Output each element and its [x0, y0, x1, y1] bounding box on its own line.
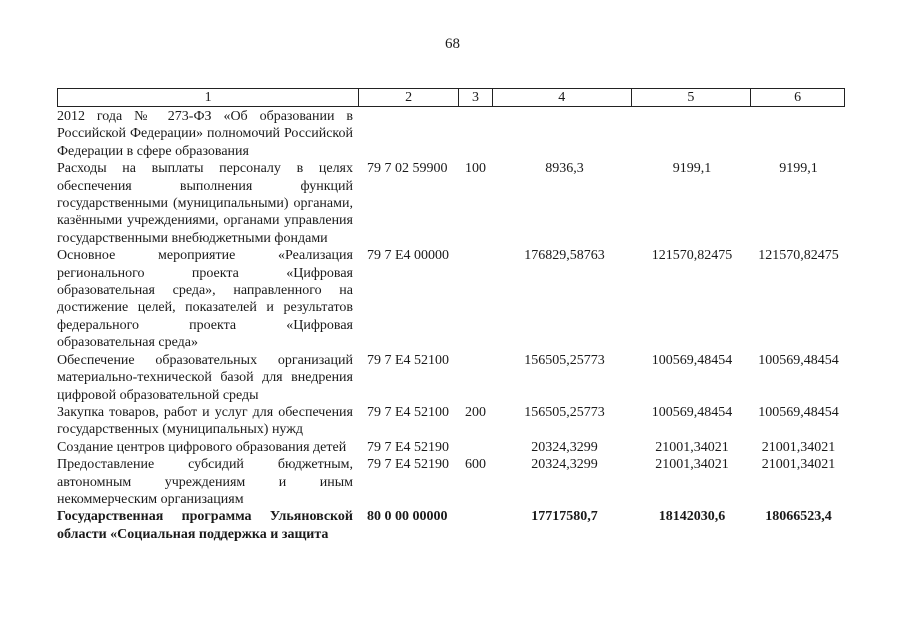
row-name: Предоставление субсидий бюджетным, автономным учреждениям и иным некоммерческим организациям: [57, 457, 353, 507]
row-value-3: 121570,82475: [758, 248, 839, 264]
table-header: [57, 88, 845, 107]
row-value-3: 21001,34021: [761, 457, 836, 473]
header-col-2: 2: [359, 89, 459, 106]
row-value-2: [632, 108, 752, 160]
row-type: 200: [465, 404, 486, 420]
row-type: [459, 108, 493, 160]
header-col-6: 6: [794, 90, 802, 105]
table-row: [57, 404, 845, 439]
table-row: [57, 456, 845, 508]
header-col-4: 4: [493, 89, 632, 106]
row-value-1: 20324,3299: [531, 439, 598, 455]
row-value-2: 9199,1: [672, 161, 712, 177]
row-value-1: 20324,3299: [531, 457, 598, 473]
row-type: 600: [465, 457, 486, 473]
page-number: 68: [445, 36, 460, 52]
row-value-1: 156505,25773: [524, 404, 605, 420]
row-name: Основное мероприятие «Реализация регионального проекта «Цифровая образовательная среда», направленного на достижение целей, показателей и результатов федерального проекта «Цифровая образовательная среда»: [57, 248, 353, 351]
row-value-2: 18142030,6: [658, 509, 726, 525]
row-value-1: 8936,3: [545, 161, 584, 177]
row-value-1: 176829,58763: [524, 248, 605, 264]
row-code: 79 7 E4 52190: [367, 457, 450, 473]
table-row-program: [57, 508, 845, 543]
row-code: 80 0 00 00000: [367, 509, 448, 525]
table-row: [57, 439, 845, 456]
row-code: 79 7 E4 52100: [367, 352, 450, 368]
row-value-1: 17717580,7: [531, 509, 598, 525]
row-value-2: 121570,82475: [651, 248, 733, 264]
row-name: Обеспечение образовательных организаций материально-технической базой для внедрения цифровой образовательной среды: [57, 352, 353, 403]
row-value-2: 21001,34021: [655, 457, 729, 473]
row-name: Закупка товаров, работ и услуг для обеспечения государственных (муниципальных) нужд: [57, 404, 353, 438]
row-code: [359, 108, 459, 160]
row-value-3: 9199,1: [779, 161, 818, 177]
row-value-3: 100569,48454: [758, 404, 839, 420]
row-code: 79 7 E4 52100: [367, 404, 450, 420]
row-value-3: 100569,48454: [758, 352, 839, 368]
row-value-1: [493, 108, 632, 160]
row-type: [459, 439, 493, 456]
header-col-5: 5: [632, 89, 752, 106]
row-value-3: 18066523,4: [765, 509, 832, 525]
row-name: Создание центров цифрового образования детей: [57, 439, 347, 455]
row-type: 100: [465, 161, 486, 177]
row-value-2: 21001,34021: [655, 439, 729, 455]
row-value-2: 100569,48454: [651, 352, 733, 368]
row-code: 79 7 E4 52190: [367, 439, 450, 455]
row-type: [459, 352, 493, 404]
table-row: [57, 108, 845, 160]
table-row: [57, 352, 845, 404]
table-row: [57, 160, 845, 247]
row-value-3: 21001,34021: [761, 439, 836, 455]
table-row: [57, 247, 845, 351]
row-code: 79 7 02 59900: [367, 161, 448, 177]
row-value-1: 156505,25773: [524, 352, 605, 368]
row-value-3: [752, 108, 845, 160]
row-value-2: 100569,48454: [651, 404, 733, 420]
row-type: [459, 508, 493, 543]
header-col-1: 1: [58, 89, 359, 106]
row-name: Государственная программа Ульяновской области «Социальная поддержка и защита: [57, 509, 353, 542]
header-col-3: 3: [459, 89, 493, 106]
row-name: Расходы на выплаты персоналу в целях обеспечения выполнения функций государственными (муниципальными) органами, казёнными учреждениями, органами управления государственными внебюджетными фондами: [57, 161, 353, 246]
row-name: 2012 года № 273-ФЗ «Об образовании в Российской Федерации» полномочий Российской Федерации в сфере образования: [57, 109, 353, 159]
table-body: [57, 108, 845, 543]
row-type: [459, 247, 493, 351]
row-code: 79 7 E4 00000: [367, 248, 450, 264]
